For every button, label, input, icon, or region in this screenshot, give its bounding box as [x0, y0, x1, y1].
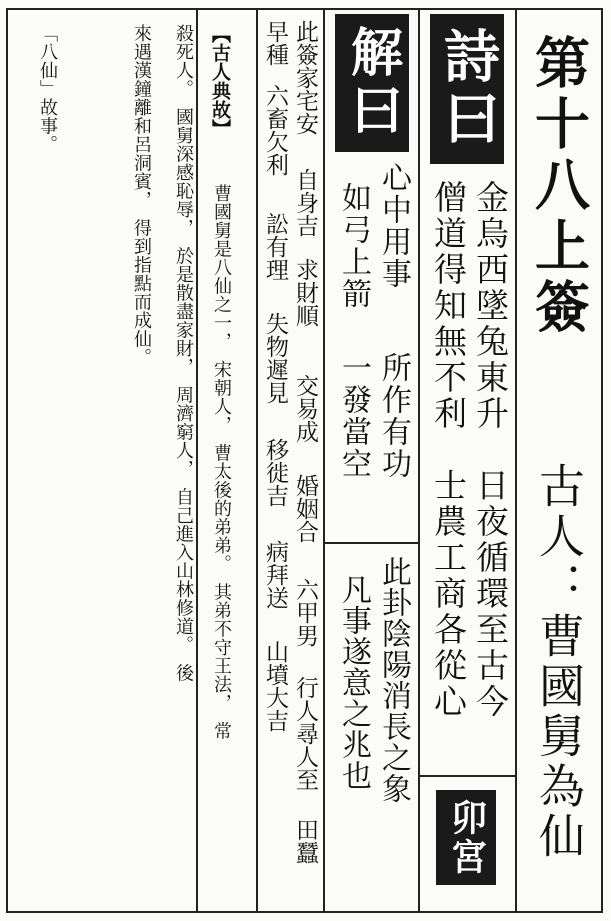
story-line: 曹國舅是八仙之一， 宋朝人， 曹太後的弟弟。 其弟不守王法， 常: [211, 184, 232, 740]
verdict-item: 病拜送: [262, 540, 288, 609]
slip-title: 第十八上簽: [526, 34, 590, 339]
story-line: 「八仙」故事。: [37, 24, 58, 154]
verdict-item: 婚姻合: [292, 474, 318, 543]
interpretation-line: 心中用事: [376, 162, 411, 290]
column-divider: [256, 8, 258, 913]
verdict-item: 自身吉: [292, 168, 318, 237]
interpretation-line: 一發當空: [336, 352, 371, 480]
verdict-item: 山墳大吉: [262, 640, 288, 732]
column-divider: [323, 8, 325, 913]
verdict-item: 田蠶: [292, 818, 318, 864]
row-divider: [418, 775, 515, 777]
column-divider: [418, 8, 420, 913]
interpretation-line: 如弓上箭: [336, 182, 371, 310]
poem-heading: 詩曰: [430, 14, 504, 164]
palace-label: 卯宮: [436, 790, 496, 885]
verdict-item: 六甲男: [292, 578, 318, 647]
poem-line: 金烏西墜兔東升: [471, 180, 510, 432]
verdict-item: 六畜欠利: [262, 84, 288, 176]
column-divider: [515, 8, 517, 913]
verdict-item: 交易成: [292, 374, 318, 443]
column-divider: [196, 8, 198, 913]
story-line: 來遇漢鐘離和呂洞賓， 得到指點而成仙。: [131, 24, 152, 367]
verdict-item: 移徙吉: [262, 438, 288, 507]
interpretation-summary: 此卦陰陽消長之象: [376, 556, 411, 804]
verdict-item: 求財順: [292, 258, 318, 327]
verdict-item: 早種: [262, 20, 288, 66]
verdict-item: 訟有理: [262, 212, 288, 281]
poem-line: 日夜循環至古今: [471, 468, 510, 720]
story-label: 【古人典故】: [209, 24, 231, 138]
interpretation-heading: 解曰: [335, 14, 409, 152]
poem-line: 僧道得知無不利: [429, 180, 468, 432]
slip-subtitle: 古人：曹國舅為仙: [532, 462, 586, 862]
verdict-item: 失物遲見: [262, 312, 288, 404]
story-line: 殺死人。 國舅深感恥辱， 於是散盡家財， 周濟窮人， 自己進入山林修道。 後: [173, 24, 194, 682]
verdict-item: 行人尋人至: [292, 676, 318, 791]
poem-line: 士農工商各從心: [429, 468, 468, 720]
interpretation-summary: 凡事遂意之兆也: [336, 574, 371, 791]
row-divider: [323, 542, 418, 544]
interpretation-line: 所作有功: [376, 352, 411, 480]
verdict-item: 此簽家宅安: [292, 20, 318, 135]
